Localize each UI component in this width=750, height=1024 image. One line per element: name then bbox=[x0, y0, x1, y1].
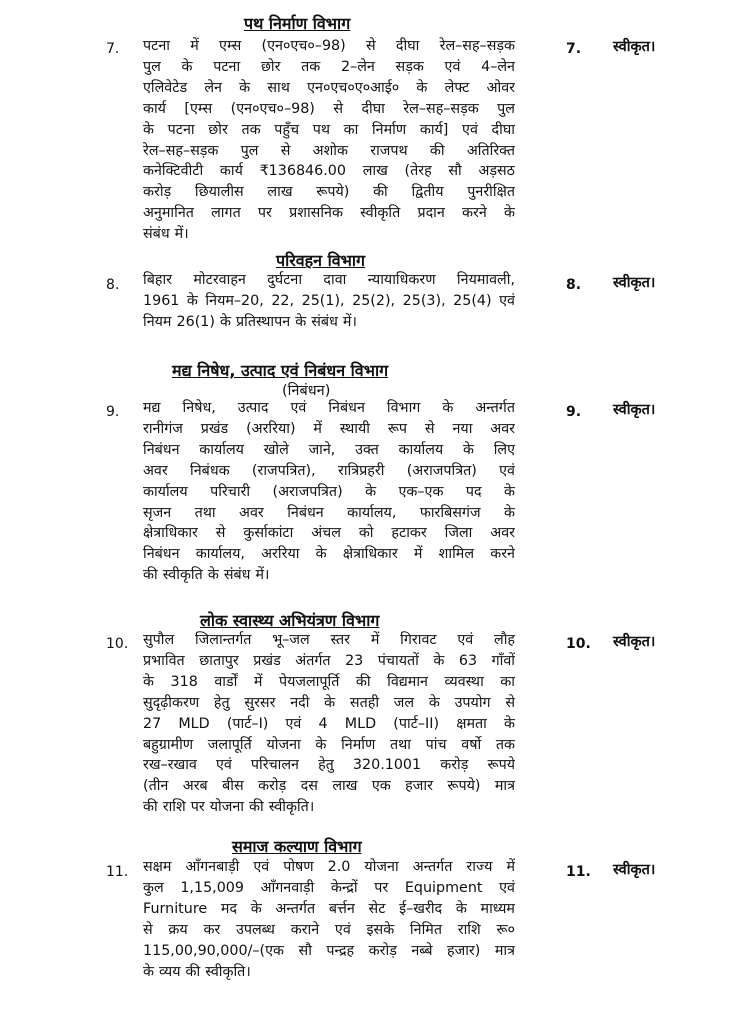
department-heading: मद्य निषेध, उत्पाद एवं निबंधन विभाग bbox=[172, 361, 389, 380]
text-line: नियम 26(1) के प्रतिस्थापन के संबंध में। bbox=[143, 313, 357, 330]
text-line: पटना में एम्स (एन०एच०–98) से दीघा रेल–सह–सड़क bbox=[143, 38, 515, 54]
text-line: के व्यय की स्वीकृति। bbox=[143, 963, 251, 980]
text-line: निबंधन कार्यालय खोले जाने, उक्त कार्यालय के लिए bbox=[143, 441, 515, 458]
text-line: कुल 1,15,009 आँगनवाड़ी केन्द्रों पर Equipment एवं bbox=[143, 879, 515, 896]
department-heading: पथ निर्माण विभाग bbox=[244, 14, 351, 33]
text-line: के पटना छोर तक पहुँच पथ का निर्माण कार्य] एवं दीघा bbox=[143, 121, 515, 138]
department-heading: लोक स्वास्थ्य अभियंत्रण विभाग bbox=[200, 611, 380, 630]
department-heading: परिवहन विभाग bbox=[276, 251, 366, 270]
text-line: 1961 के नियम–20, 22, 25(1), 25(2), 25(3), 25(4) एवं bbox=[143, 292, 515, 309]
department-subheading: (निबंधन) bbox=[282, 383, 331, 399]
status-text: स्वीकृत। bbox=[613, 634, 656, 650]
text-line: क्षेत्राधिकार से कुर्साकांटा अंचल को हटाकर जिला अवर bbox=[143, 525, 515, 542]
text-line: रेल–सह–सड़क पुल से अशोक राजपथ की अतिरिक्त bbox=[143, 142, 515, 159]
item-number: 8. bbox=[106, 277, 120, 293]
text-line: बिहार मोटरवाहन दुर्घटना दावा न्यायाधिकरण नियमावली, bbox=[143, 272, 515, 288]
text-line: सुदृढ़ीकरण हेतु सुरसर नदी के सतही जल के उपयोग से bbox=[143, 694, 515, 711]
item-number: 10. bbox=[106, 636, 129, 652]
status-text: स्वीकृत। bbox=[613, 275, 656, 291]
item-number: 9. bbox=[106, 404, 120, 420]
status-text: स्वीकृत। bbox=[613, 39, 656, 55]
text-line: Furniture मद के अन्तर्गत बर्त्तन सेट ई–खरीद के माध्यम bbox=[143, 900, 515, 917]
status-text: स्वीकृत। bbox=[613, 862, 656, 878]
item-description bbox=[143, 270, 515, 333]
text-line: की स्वीकृति के संबंध में। bbox=[143, 567, 270, 584]
text-line: प्रभावित छातापुर प्रखंड अंतर्गत 23 पंचायतों के 63 गाँवों bbox=[143, 652, 515, 669]
item-number: 11. bbox=[106, 864, 129, 880]
text-line: बहुग्रामीण जलापूर्ति योजना के निर्माण तथा पांच वर्षो तक bbox=[143, 736, 515, 753]
item-number: 7. bbox=[106, 41, 120, 57]
text-line: एलिवेटेड लेन के साथ एन०एच०ए०आई० के लेफ्ट ओवर bbox=[143, 79, 515, 96]
text-line: अवर निबंधक (राजपत्रित), रात्रिप्रहरी (अराजपत्रित) एवं bbox=[143, 462, 515, 479]
text-line: कार्य [एम्स (एन०एच०–98) से दीघा रेल–सह–सड़क पुल bbox=[143, 100, 515, 117]
item-description bbox=[143, 36, 515, 245]
item-description bbox=[143, 857, 515, 982]
text-line: पुल के पटना छोर तक 2–लेन सड़क एवं 4–लेन bbox=[143, 58, 515, 75]
text-line: संबंध में। bbox=[143, 226, 189, 243]
text-line: करोड़ छियालीस लाख रूपये) की द्वितीय पुनरीक्षित bbox=[143, 184, 515, 201]
text-line: सक्षम आँगनबाड़ी एवं पोषण 2.0 योजना अन्तर्गत राज्य में bbox=[143, 859, 515, 875]
text-line: के 318 वार्डों में पेयजलापूर्ति की विद्यमान व्यवस्था का bbox=[143, 673, 515, 690]
text-line: निबंधन कार्यालय, अररिया के क्षेत्राधिकार में शामिल करने bbox=[143, 546, 515, 563]
department-heading: समाज कल्याण विभाग bbox=[232, 837, 362, 856]
text-line: मद्य निषेध, उत्पाद एवं निबंधन विभाग के अन्तर्गत bbox=[143, 400, 515, 416]
text-line: कार्यालय परिचारी (अराजपत्रित) के एक–एक पद के bbox=[143, 483, 515, 500]
text-line: की राशि पर योजना की स्वीकृति। bbox=[143, 799, 315, 816]
text-line: रानीगंज प्रखंड (अररिया) में स्थायी रूप से नया अवर bbox=[143, 420, 515, 437]
item-description bbox=[143, 630, 515, 818]
text-line: अनुमानित लागत पर प्रशासनिक स्वीकृति प्रदान करने के bbox=[143, 205, 515, 222]
result-number: 11. bbox=[566, 864, 591, 880]
result-number: 10. bbox=[566, 636, 591, 652]
result-number: 9. bbox=[566, 404, 582, 420]
result-number: 8. bbox=[566, 277, 582, 293]
text-line: (तीन अरब बीस करोड़ दस लाख एक हजार रूपये) मात्र bbox=[143, 778, 515, 795]
text-line: रख–रखाव एवं परिचालन हेतु 320.1001 करोड़ रूपये bbox=[143, 757, 515, 774]
item-description bbox=[143, 398, 515, 586]
text-line: कनेक्टिवीटी कार्य ₹136846.00 लाख (तेरह सौ अड़सठ bbox=[143, 163, 515, 180]
text-line: 115,00,90,000/–(एक सौ पन्द्रह करोड़ नब्बे हजार) मात्र bbox=[143, 942, 515, 959]
text-line: सृजन तथा अवर निबंधन कार्यालय, फारबिसगंज के bbox=[143, 504, 515, 521]
text-line: से क्रय कर उपलब्ध कराने एवं इसके निमित राशि रू० bbox=[143, 921, 515, 938]
text-line: सुपौल जिलान्तर्गत भू–जल स्तर में गिरावट एवं लौह bbox=[143, 632, 515, 648]
result-number: 7. bbox=[566, 41, 582, 57]
status-text: स्वीकृत। bbox=[613, 402, 656, 418]
text-line: 27 MLD (पार्ट–I) एवं 4 MLD (पार्ट–II) क्षमता के bbox=[143, 715, 515, 732]
